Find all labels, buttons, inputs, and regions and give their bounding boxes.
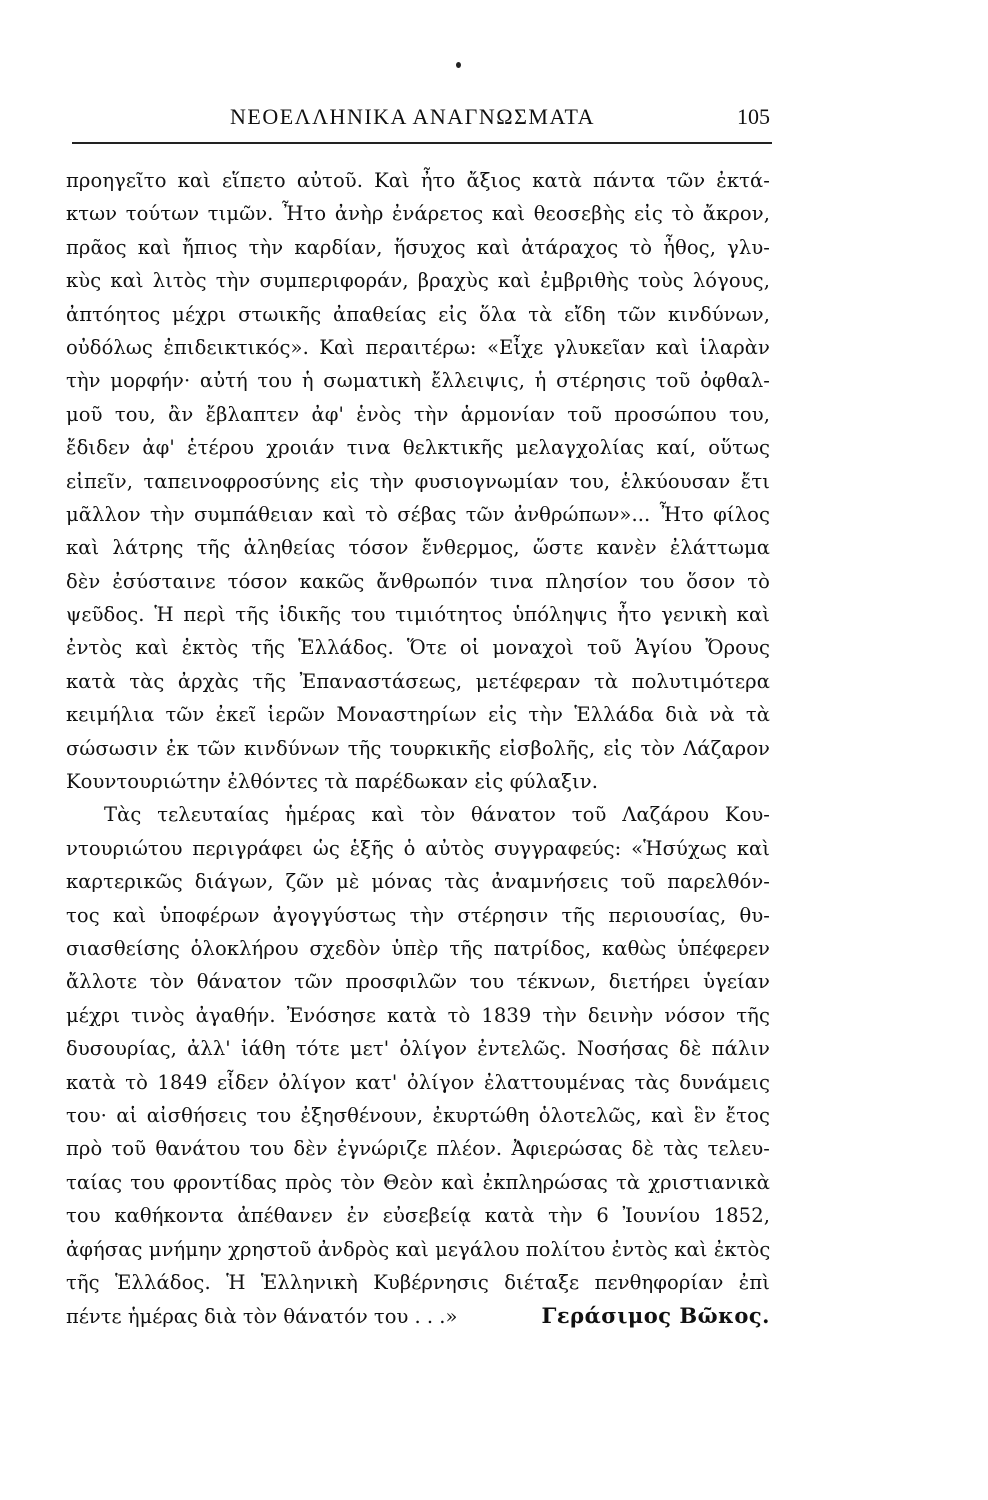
text-line: ταίας του φροντίδας πρὸς τὸν Θεὸν καὶ ἐκπληρώσας τὰ χριστιανικὰ [66, 1170, 770, 1194]
text-line: τὴν μορφήν· αὐτή του ἡ σωματικὴ ἔλλειψις, ἡ στέρησις τοῦ ὀφθαλ- [66, 369, 770, 393]
text-line: δὲν ἐσύσταινε τόσον κακῶς ἄνθρωπόν τινα πλησίον του ὅσον τὸ [66, 569, 770, 593]
text-line: του· αἱ αἰσθήσεις του ἐξησθένουν, ἐκυρτώθη ὁλοτελῶς, καὶ ἓν ἔτος [66, 1103, 770, 1127]
running-head [90, 104, 770, 144]
text-line: καρτερικῶς διάγων, ζῶν μὲ μόνας τὰς ἀναμνήσεις τοῦ παρελθόν- [66, 870, 770, 894]
text-line: τος καὶ ὑποφέρων ἀγογγύστως τὴν στέρησιν τῆς περιουσίας, θυ- [66, 903, 770, 927]
text-line: ἐντὸς καὶ ἐκτὸς τῆς Ἑλλάδος. Ὅτε οἱ μοναχοὶ τοῦ Ἁγίου Ὄρους [66, 636, 770, 660]
final-line [66, 1299, 770, 1332]
text-line: σώσωσιν ἐκ τῶν κινδύνων τῆς τουρκικῆς εἰσβολῆς, εἰς τὸν Λάζαρον [66, 736, 770, 760]
text-line: κειμήλια τῶν ἐκεῖ ἱερῶν Μοναστηρίων εἰς τὴν Ἑλλάδα διὰ νὰ τὰ [66, 703, 770, 727]
text-line: Κουντουριώτην ἐλθόντες τὰ παρέδωκαν εἰς φύλαξιν. [66, 770, 598, 794]
running-title: ΝΕΟΕΛΛΗΝΙΚΑ ΑΝΑΓΝΩΣΜΑΤΑ [230, 104, 596, 129]
page-number: 105 [737, 104, 770, 129]
text-line: προηγεῖτο καὶ εἵπετο αὐτοῦ. Καὶ ἦτο ἄξιος κατὰ πάντα τῶν ἐκτά- [66, 169, 770, 192]
text-line: κατὰ τὰς ἀρχὰς τῆς Ἐπαναστάσεως, μετέφεραν τὰ πολυτιμότερα [66, 669, 770, 693]
text-line: ἄλλοτε τὸν θάνατον τῶν προσφιλῶν του τέκνων, διετήρει ὑγείαν [66, 970, 770, 994]
text-line: μᾶλλον τὴν συμπάθειαν καὶ τὸ σέβας τῶν ἀνθρώπων»... Ἦτο φίλος [66, 502, 770, 526]
text-line: μέχρι τινὸς ἀγαθήν. Ἐνόσησε κατὰ τὸ 1839 τὴν δεινὴν νόσον τῆς [66, 1003, 770, 1027]
header-rule [72, 142, 772, 144]
text-line: εἰπεῖν, ταπεινοφροσύνης εἰς τὴν φυσιογνωμίαν του, ἑλκύουσαν ἔτι [66, 469, 770, 493]
text-line: καὶ λάτρης τῆς ἀληθείας τόσον ἔνθερμος, ὥστε κανὲν ἐλάττωμα [66, 536, 770, 560]
final-line-text: πέντε ἡμέρας διὰ τὸν θάνατόν του . . .» [66, 1305, 458, 1329]
text-line: κτων τούτων τιμῶν. Ἦτο ἀνὴρ ἐνάρετος καὶ θεοσεβὴς εἰς τὸ ἄκρον, [66, 202, 770, 226]
text-line: τῆς Ἑλλάδος. Ἡ Ἑλληνικὴ Κυβέρνησις διέταξε πενθηφορίαν ἐπὶ [66, 1270, 770, 1294]
text-line: κατὰ τὸ 1849 εἶδεν ὀλίγον κατ' ὀλίγον ἐλαττουμένας τὰς δυνάμεις [66, 1070, 770, 1094]
paragraph-2 [66, 798, 770, 1332]
text-line: μοῦ του, ἂν ἔβλαπτεν ἀφ' ἑνὸς τὴν ἁρμονίαν τοῦ προσώπου του, [66, 402, 770, 426]
paragraph-1 [66, 164, 770, 798]
body-text [66, 164, 770, 1333]
text-line: ψεῦδος. Ἡ περὶ τῆς ἰδικῆς του τιμιότητος ὑπόληψις ἦτο γενικὴ καὶ [66, 603, 770, 627]
text-line: σιασθείσης ὁλοκλήρου σχεδὸν ὑπὲρ τῆς πατρίδος, καθὼς ὑπέφερεν [66, 936, 770, 960]
text-line: οὐδόλως ἐπιδεικτικός». Καὶ περαιτέρω: «Εἶχε γλυκεῖαν καὶ ἱλαρὰν [66, 335, 770, 359]
ink-dot [456, 62, 461, 68]
text-line: πρὸ τοῦ θανάτου του δὲν ἐγνώριζε πλέον. Ἀφιερώσας δὲ τὰς τελευ- [66, 1137, 770, 1161]
text-line: ἔδιδεν ἀφ' ἑτέρου χροιάν τινα θελκτικῆς μελαγχολίας καί, οὕτως [66, 436, 770, 460]
text-line: ντουριώτου περιγράφει ὡς ἑξῆς ὁ αὐτὸς συγγραφεύς: «Ἡσύχως καὶ [66, 836, 770, 860]
text-line: κὺς καὶ λιτὸς τὴν συμπεριφοράν, βραχὺς καὶ ἐμβριθὴς τοὺς λόγους, [66, 269, 770, 293]
text-line: ἀφήσας μνήμην χρηστοῦ ἀνδρὸς καὶ μεγάλου πολίτου ἐντὸς καὶ ἐκτὸς [66, 1237, 771, 1261]
text-line: πρᾶος καὶ ἤπιος τὴν καρδίαν, ἥσυχος καὶ ἀτάραχος τὸ ἦθος, γλυ- [66, 235, 770, 259]
text-line: ἀπτόητος μέχρι στωικῆς ἀπαθείας εἰς ὅλα τὰ εἴδη τῶν κινδύνων, [66, 302, 770, 326]
text-line: δυσουρίας, ἀλλ' ἰάθη τότε μετ' ὀλίγον ἐντελῶς. Νοσήσας δὲ πάλιν [66, 1037, 770, 1061]
author-signature: Γεράσιμος Βῶκος. [541, 1303, 770, 1329]
text-line: Τὰς τελευταίας ἡμέρας καὶ τὸν θάνατον τοῦ Λαζάρου Κου- [104, 803, 770, 827]
text-line: του καθήκοντα ἀπέθανεν ἐν εὐσεβείᾳ κατὰ τὴν 6 Ἰουνίου 1852, [66, 1204, 770, 1228]
